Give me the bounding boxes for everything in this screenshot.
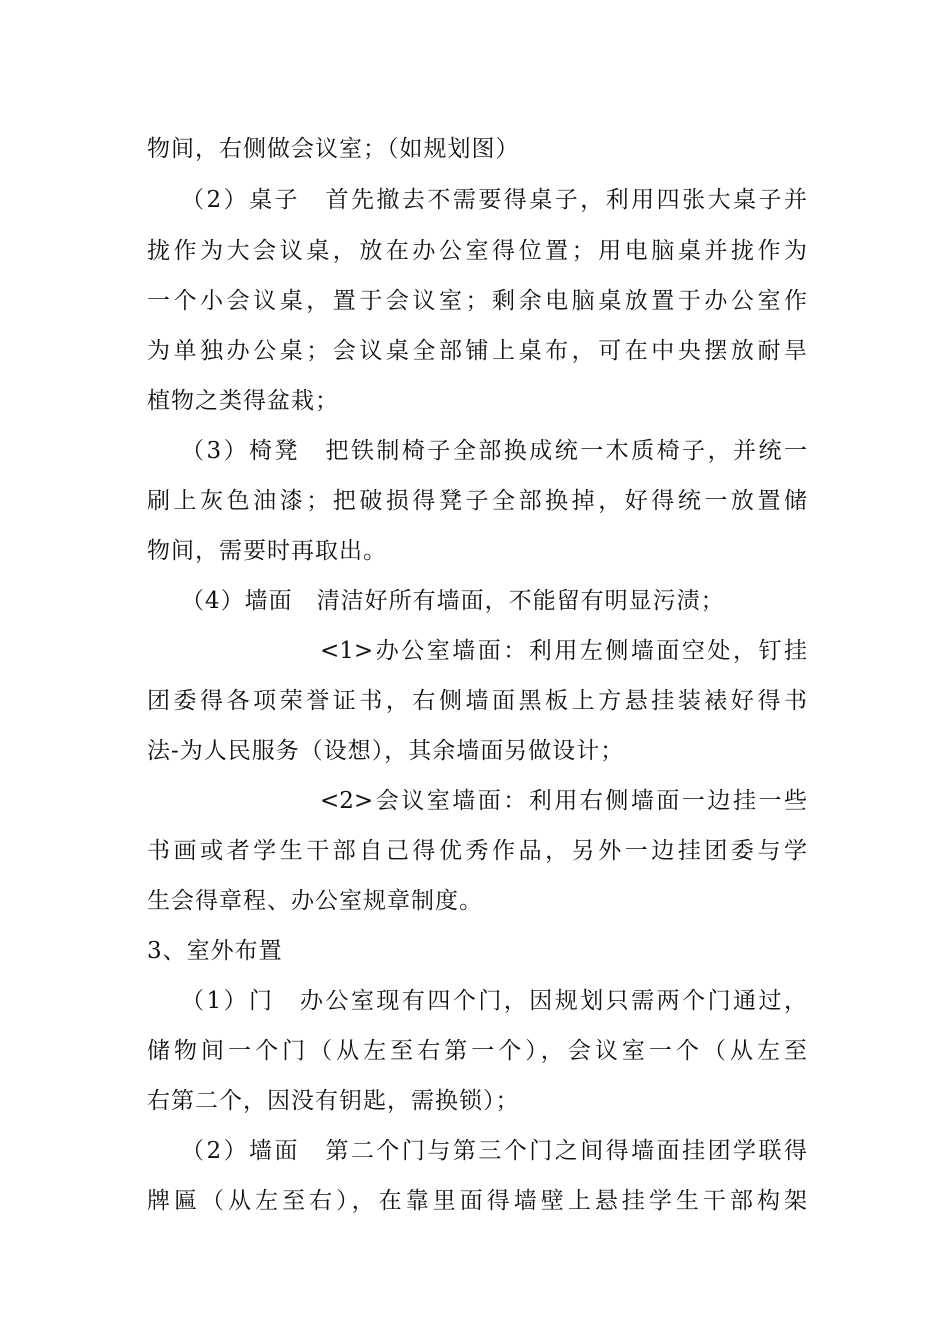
text-line: 右第二个，因没有钥匙，需换锁）； bbox=[147, 1088, 520, 1114]
text-line: （3）椅凳 把铁制椅子全部换成统一木质椅子，并统一 bbox=[181, 438, 807, 464]
text-line: （4）墙面 清洁好所有墙面，不能留有明显污渍； bbox=[181, 588, 725, 614]
text-line: 刷上灰色油漆；把破损得凳子全部换掉，好得统一放置储 bbox=[147, 488, 807, 514]
text-line: （2）墙面 第二个门与第三个门之间得墙面挂团学联得 bbox=[181, 1138, 807, 1164]
text-line: （1）门 办公室现有四个门，因规划只需两个门通过， bbox=[181, 988, 807, 1014]
text-line: 牌匾（从左至右），在靠里面得墙壁上悬挂学生干部构架 bbox=[147, 1188, 807, 1214]
text-line: 书画或者学生干部自己得优秀作品，另外一边挂团委与学 bbox=[147, 838, 807, 864]
text-line: 团委得各项荣誉证书，右侧墙面黑板上方悬挂装裱好得书 bbox=[147, 688, 807, 714]
text-line: <1>办公室墙面：利用左侧墙面空处，钉挂 bbox=[320, 638, 807, 664]
text-line: 法-为人民服务（设想），其余墙面另做设计； bbox=[147, 738, 625, 764]
text-line: <2>会议室墙面：利用右侧墙面一边挂一些 bbox=[320, 788, 807, 814]
text-line: 植物之类得盆栽； bbox=[147, 388, 339, 414]
text-line: 拢作为大会议桌，放在办公室得位置；用电脑桌并拢作为 bbox=[147, 238, 807, 264]
text-line: 物间，右侧做会议室；（如规划图） bbox=[147, 136, 520, 162]
section-heading: 3、室外布置 bbox=[147, 938, 283, 964]
text-line: （2）桌子 首先撤去不需要得桌子，利用四张大桌子并 bbox=[181, 187, 807, 213]
text-line: 为单独办公桌；会议桌全部铺上桌布，可在中央摆放耐旱 bbox=[147, 338, 807, 364]
text-line: 物间，需要时再取出。 bbox=[147, 538, 387, 564]
text-line: 储物间一个门（从左至右第一个），会议室一个（从左至 bbox=[147, 1038, 807, 1064]
text-line: 生会得章程、办公室规章制度。 bbox=[147, 888, 483, 914]
text-line: 一个小会议桌，置于会议室；剩余电脑桌放置于办公室作 bbox=[147, 288, 807, 314]
